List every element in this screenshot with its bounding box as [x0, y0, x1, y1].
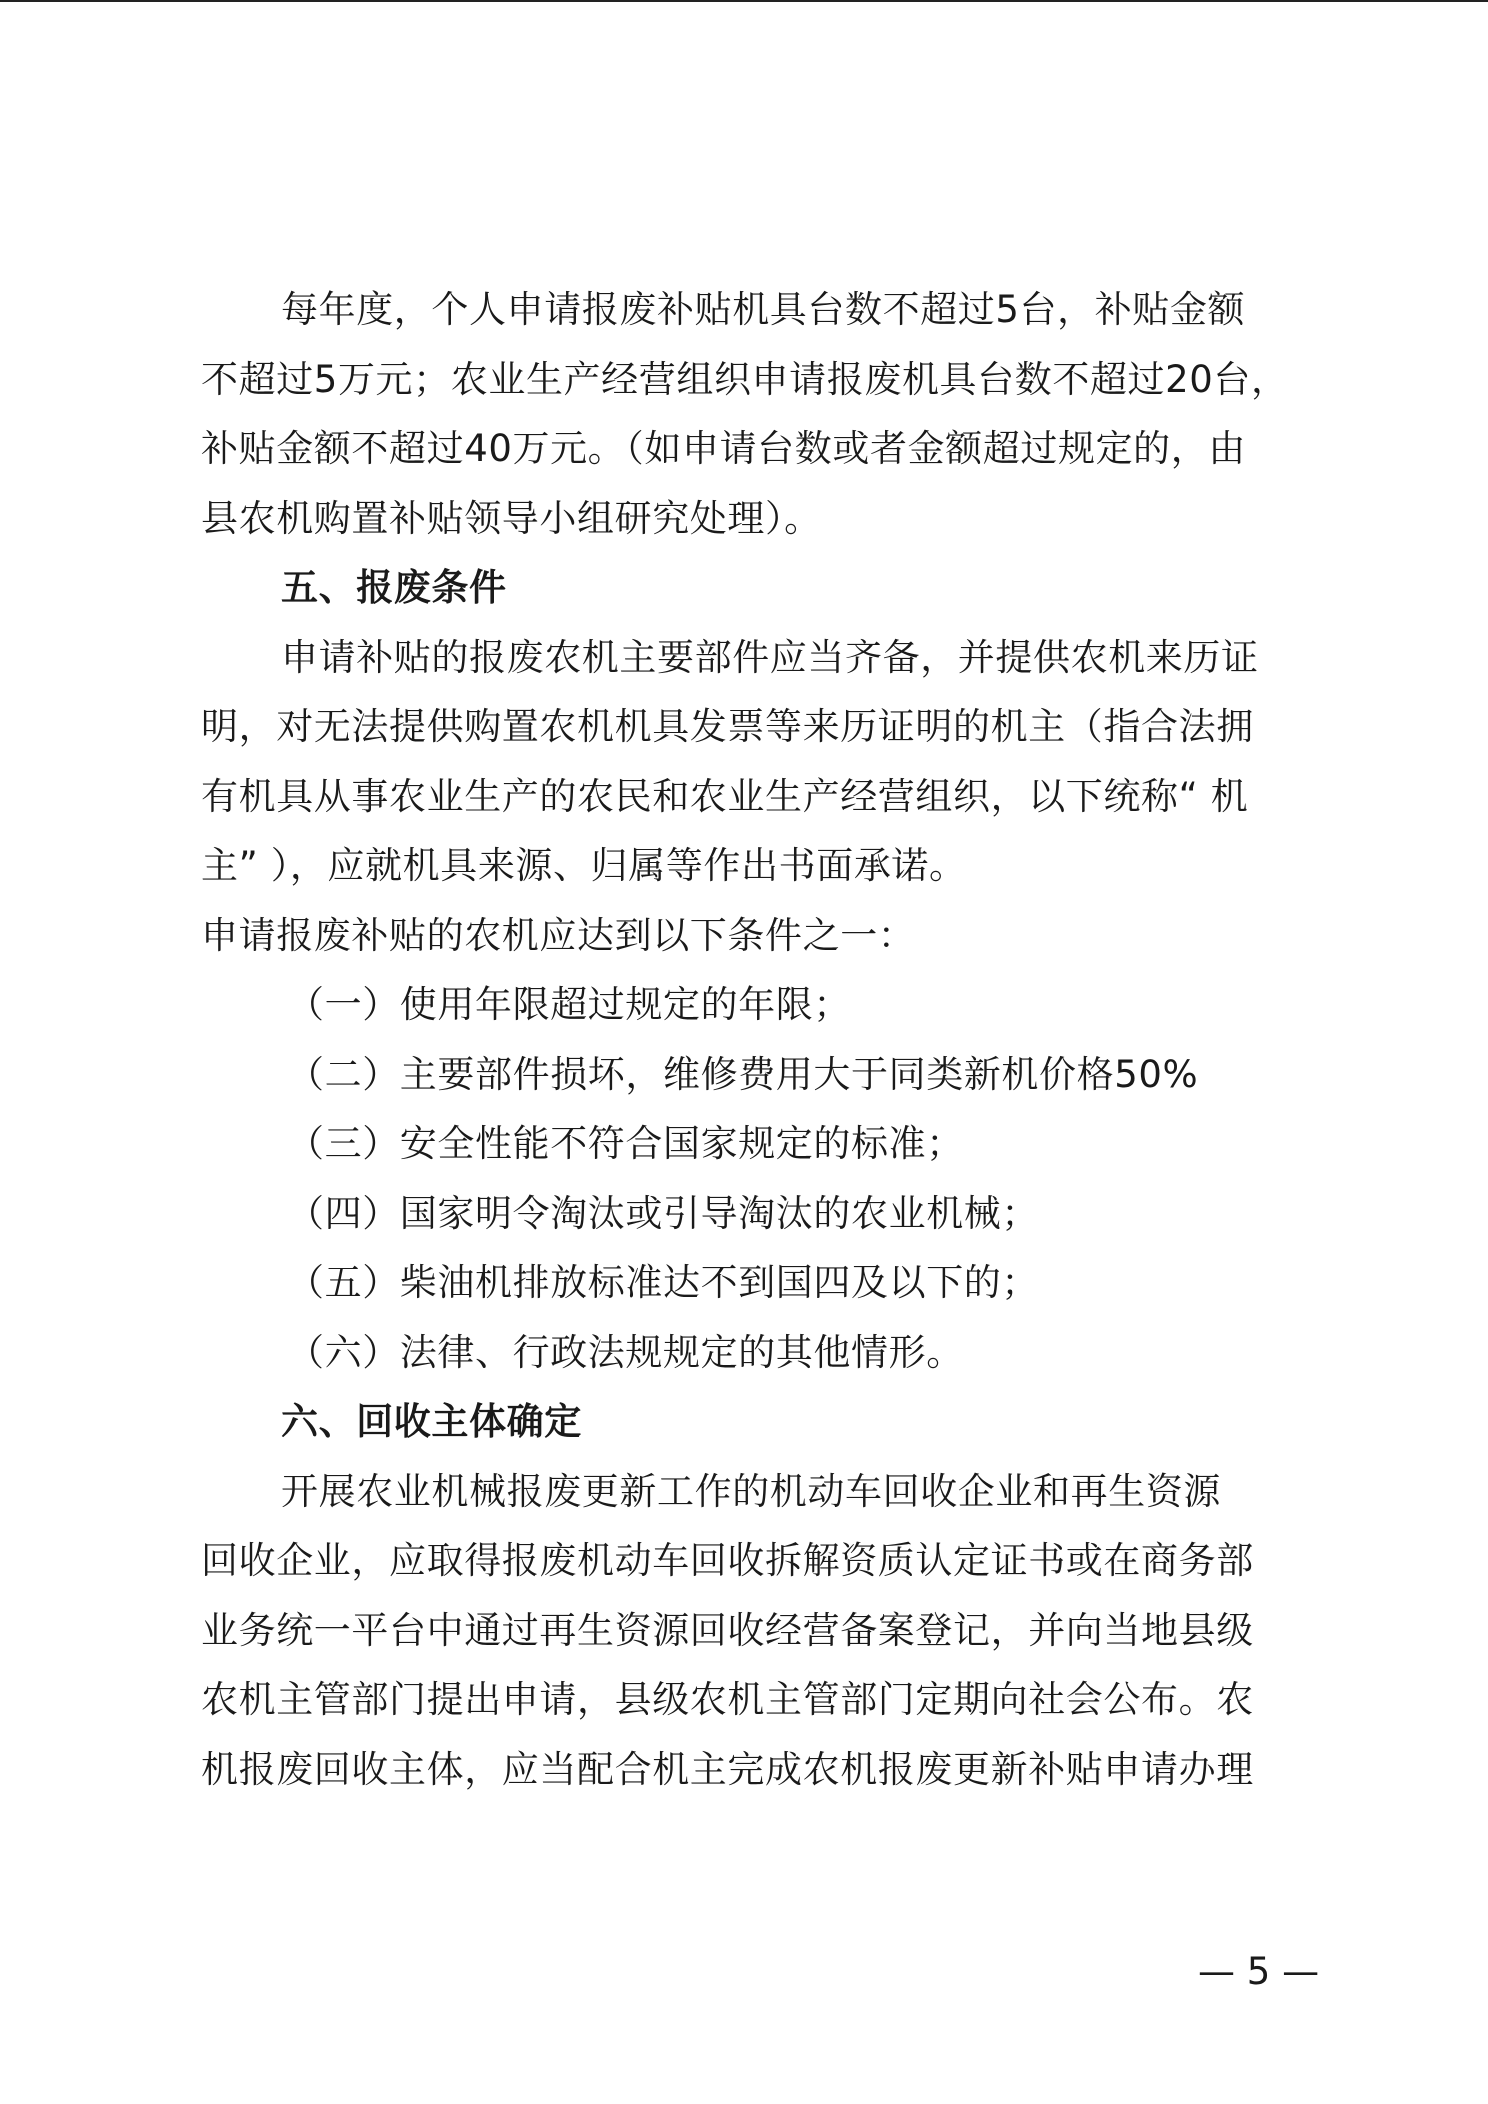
paragraph-subsidy-limit-line-1: 每年度，个人申请报废补贴机具台数不超过5台，补贴金额 [281, 288, 1246, 331]
document-body [201, 275, 1305, 1804]
paragraph-recycling-line-2: 回收企业，应取得报废机动车回收拆解资质认定证书或在商务部 [201, 1539, 1254, 1582]
paragraph-recycling-line-3: 业务统一平台中通过再生资源回收经营备案登记，并向当地县级 [201, 1608, 1254, 1652]
section-heading-scrap-conditions: 五、报废条件 [281, 566, 507, 609]
paragraph-conditions-line-1: 申请补贴的报废农机主要部件应当齐备，并提供农机来历证 [281, 635, 1259, 679]
paragraph-subsidy-limit-line-3: 补贴金额不超过40万元。（如申请台数或者金额超过规定的，由 [201, 427, 1246, 470]
section-heading-recycling-entity: 六、回收主体确定 [281, 1400, 582, 1443]
paragraph-subsidy-limit-line-2: 不超过5万元；农业生产经营组织申请报废机具台数不超过20台， [201, 357, 1289, 401]
paragraph-conditions-line-3: 有机具从事农业生产的农民和农业生产经营组织，以下统称“ 机 [201, 774, 1249, 818]
condition-item-6: （六）法律、行政法规规定的其他情形。 [287, 1330, 964, 1374]
paragraph-conditions-line-4: 主” ），应就机具来源、归属等作出书面承诺。 [201, 844, 967, 887]
condition-item-3: （三）安全性能不符合国家规定的标准； [287, 1122, 964, 1165]
paragraph-conditions-intro: 申请报废补贴的农机应达到以下条件之一： [201, 913, 916, 957]
condition-item-2: （二）主要部件损坏，维修费用大于同类新机价格50% [287, 1052, 1199, 1096]
page-number: — 5 — [1198, 1950, 1320, 1993]
paragraph-subsidy-limit-line-4: 县农机购置补贴领导小组研究处理）。 [201, 496, 822, 540]
paragraph-recycling-line-5: 机报废回收主体，应当配合机主完成农机报废更新补贴申请办理 [201, 1747, 1254, 1791]
paragraph-recycling-line-4: 农机主管部门提出申请，县级农机主管部门定期向社会公布。农 [201, 1678, 1254, 1721]
condition-item-5: （五）柴油机排放标准达不到国四及以下的； [287, 1261, 1039, 1304]
paragraph-recycling-line-1: 开展农业机械报废更新工作的机动车回收企业和再生资源 [281, 1469, 1221, 1513]
condition-item-1: （一）使用年限超过规定的年限； [287, 983, 851, 1026]
paragraph-conditions-line-2: 明，对无法提供购置农机机具发票等来历证明的机主（指合法拥 [201, 705, 1254, 748]
condition-item-4: （四）国家明令淘汰或引导淘汰的农业机械； [287, 1191, 1039, 1235]
top-border-line [0, 0, 1488, 2]
